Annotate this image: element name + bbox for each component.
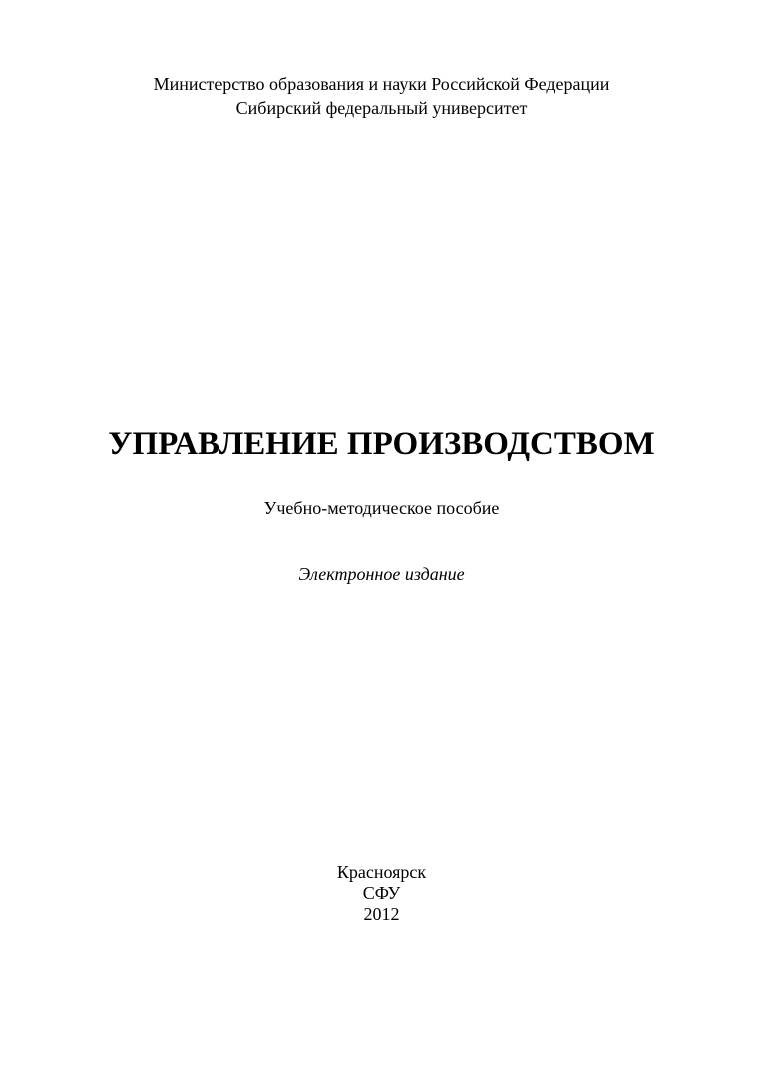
imprint-city: Красноярск — [336, 862, 427, 882]
imprint-publisher: СФУ — [362, 883, 401, 903]
university-name: Сибирский федеральный университет — [235, 98, 528, 118]
header — [0, 72, 763, 120]
document-title: УПРАВЛЕНИЕ ПРОИЗВОДСТВОМ — [108, 426, 655, 462]
ministry-name: Министерство образования и науки Российской Федерации — [153, 74, 610, 94]
document-subtitle: Учебно-методическое пособие — [263, 498, 500, 518]
imprint-year: 2012 — [363, 904, 400, 924]
edition-note: Электронное издание — [298, 564, 465, 584]
imprint — [0, 862, 763, 925]
